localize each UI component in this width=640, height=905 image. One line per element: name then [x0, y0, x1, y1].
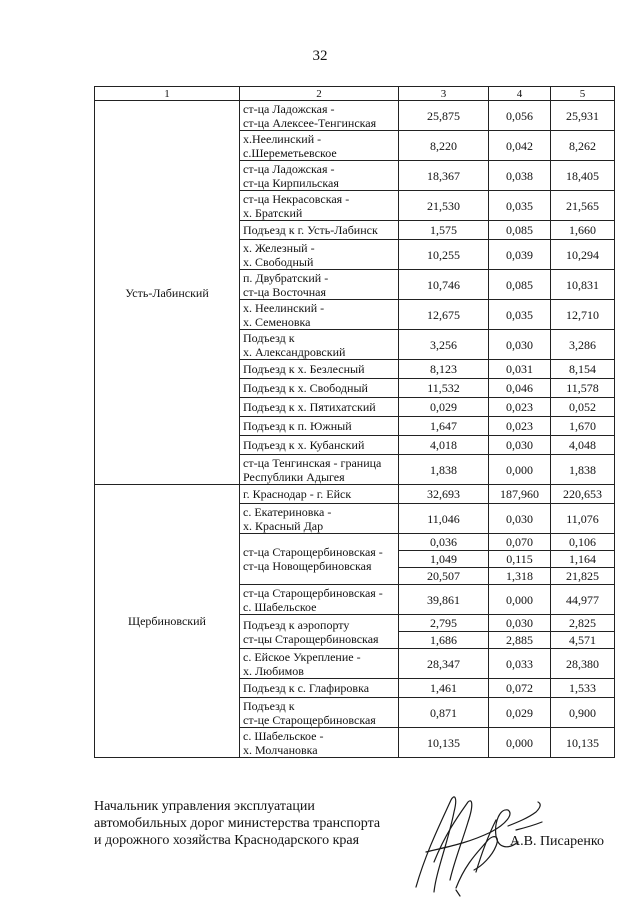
value-cell-c3: 11,532 — [399, 379, 489, 398]
value-cell-c4: 0,056 — [489, 101, 551, 131]
value-cell-c5: 21,565 — [551, 191, 615, 221]
road-name-line: ст-ца Старощербиновская - — [243, 585, 383, 600]
table-header-row — [95, 87, 615, 101]
road-name-cell — [240, 485, 399, 504]
road-name-cell — [240, 455, 399, 485]
road-name-cell — [240, 585, 399, 615]
position-line: Начальник управления эксплуатации — [94, 799, 315, 814]
road-name-line: х. Любимов — [243, 663, 304, 678]
value-cell-c5: 0,900 — [551, 698, 615, 728]
road-name-cell — [240, 398, 399, 417]
road-name-line: ст-цы Старощербиновская — [243, 631, 379, 646]
value-cell-c4: 0,085 — [489, 270, 551, 300]
road-name-cell — [240, 649, 399, 679]
road-name-line: х. Александровский — [243, 344, 346, 359]
district-cell: Щербиновский — [95, 485, 240, 758]
road-name-cell — [240, 417, 399, 436]
road-name-line: х. Братский — [243, 205, 303, 220]
value-cell-c3: 1,461 — [399, 679, 489, 698]
value-cell-c3: 10,135 — [399, 728, 489, 758]
value-cell-c4: 0,070 — [489, 534, 551, 551]
header-cell: 2 — [240, 87, 399, 101]
value-cell-c5: 0,106 — [551, 534, 615, 551]
value-cell-c4: 0,035 — [489, 191, 551, 221]
value-cell-c5: 1,164 — [551, 551, 615, 568]
value-cell-c4: 0,035 — [489, 300, 551, 330]
road-name-cell — [240, 131, 399, 161]
value-cell-c5: 10,831 — [551, 270, 615, 300]
value-cell-c5: 1,660 — [551, 221, 615, 240]
road-name-cell — [240, 534, 399, 585]
road-name-line: г. Краснодар - г. Ейск — [243, 487, 352, 501]
road-name-cell — [240, 240, 399, 270]
value-cell-c4: 187,960 — [489, 485, 551, 504]
value-cell-c5: 10,294 — [551, 240, 615, 270]
value-cell-c3: 1,838 — [399, 455, 489, 485]
value-cell-c4: 0,046 — [489, 379, 551, 398]
value-cell-c5: 8,262 — [551, 131, 615, 161]
value-cell-c5: 4,571 — [551, 632, 615, 649]
value-cell-c3: 1,686 — [399, 632, 489, 649]
road-name-cell — [240, 360, 399, 379]
value-cell-c5: 44,977 — [551, 585, 615, 615]
signatory-name: А.В. Писаренко — [510, 834, 604, 849]
road-name-cell — [240, 161, 399, 191]
road-name-line: Подъезд к г. Усть-Лабинск — [243, 223, 378, 237]
value-cell-c5: 2,825 — [551, 615, 615, 632]
value-cell-c4: 0,115 — [489, 551, 551, 568]
road-name-line: с.Шереметьевское — [243, 145, 337, 160]
value-cell-c3: 4,018 — [399, 436, 489, 455]
value-cell-c3: 0,029 — [399, 398, 489, 417]
road-name-line: ст-ца Новощербиновская — [243, 559, 372, 573]
value-cell-c5: 25,931 — [551, 101, 615, 131]
value-cell-c5: 0,052 — [551, 398, 615, 417]
value-cell-c5: 1,670 — [551, 417, 615, 436]
table-row — [95, 101, 615, 131]
value-cell-c4: 0,030 — [489, 615, 551, 632]
road-name-line: Республики Адыгея — [243, 469, 345, 484]
value-cell-c3: 1,575 — [399, 221, 489, 240]
value-cell-c3: 28,347 — [399, 649, 489, 679]
road-name-cell — [240, 679, 399, 698]
road-name-line: х. Семеновка — [243, 314, 311, 329]
header-cell: 1 — [95, 87, 240, 101]
value-cell-c4: 0,023 — [489, 398, 551, 417]
position-line: и дорожного хозяйства Краснодарского края — [94, 833, 360, 848]
road-name-line: Подъезд к п. Южный — [243, 419, 352, 433]
value-cell-c3: 21,530 — [399, 191, 489, 221]
road-name-line: х. Свободный — [243, 254, 314, 269]
road-name-line: Подъезд к с. Глафировка — [243, 681, 370, 695]
header-cell: 3 — [399, 87, 489, 101]
value-cell-c4: 0,042 — [489, 131, 551, 161]
value-cell-c3: 0,871 — [399, 698, 489, 728]
table-row — [95, 485, 615, 504]
value-cell-c4: 0,000 — [489, 585, 551, 615]
value-cell-c5: 4,048 — [551, 436, 615, 455]
road-name-cell — [240, 221, 399, 240]
road-name-line: х.Неелинский - — [243, 131, 322, 146]
value-cell-c3: 2,795 — [399, 615, 489, 632]
road-name-line: Подъезд к аэропорту — [243, 617, 350, 632]
value-cell-c5: 1,838 — [551, 455, 615, 485]
header-cell: 5 — [551, 87, 615, 101]
road-name-line: ст-ца Тенгинская - граница — [243, 455, 382, 470]
road-name-cell — [240, 436, 399, 455]
road-name-cell — [240, 101, 399, 131]
value-cell-c4: 0,039 — [489, 240, 551, 270]
value-cell-c3: 8,123 — [399, 360, 489, 379]
value-cell-c5: 8,154 — [551, 360, 615, 379]
road-name-line: х. Неелинский - — [243, 300, 325, 315]
road-name-line: Подъезд к — [243, 330, 295, 345]
road-name-line: с. Шабельское - — [243, 728, 324, 743]
value-cell-c4: 0,085 — [489, 221, 551, 240]
road-name-line: х. Молчановка — [243, 742, 318, 757]
value-cell-c3: 20,507 — [399, 568, 489, 585]
road-name-cell — [240, 728, 399, 758]
value-cell-c3: 39,861 — [399, 585, 489, 615]
roads-table-body — [95, 87, 615, 758]
road-name-cell — [240, 615, 399, 649]
value-cell-c4: 0,023 — [489, 417, 551, 436]
value-cell-c5: 3,286 — [551, 330, 615, 360]
road-name-line: ст-ца Некрасовская - — [243, 191, 350, 206]
road-name-line: ст-ца Старощербиновская - — [243, 545, 383, 559]
position-line: автомобильных дорог министерства транспорта — [94, 816, 381, 831]
road-name-line: п. Двубратский - — [243, 270, 329, 285]
road-name-cell — [240, 698, 399, 728]
value-cell-c3: 3,256 — [399, 330, 489, 360]
value-cell-c4: 0,030 — [489, 436, 551, 455]
road-name-line: ст-ца Ладожская - — [243, 101, 335, 116]
road-name-line: Подъезд к х. Свободный — [243, 381, 368, 395]
value-cell-c5: 220,653 — [551, 485, 615, 504]
road-name-cell — [240, 330, 399, 360]
value-cell-c5: 12,710 — [551, 300, 615, 330]
value-cell-c4: 0,038 — [489, 161, 551, 191]
value-cell-c3: 11,046 — [399, 504, 489, 534]
value-cell-c3: 18,367 — [399, 161, 489, 191]
value-cell-c4: 2,885 — [489, 632, 551, 649]
value-cell-c5: 28,380 — [551, 649, 615, 679]
value-cell-c4: 0,030 — [489, 330, 551, 360]
handwritten-signature — [396, 792, 546, 897]
value-cell-c3: 32,693 — [399, 485, 489, 504]
page-number: 32 — [312, 48, 328, 64]
road-name-cell — [240, 504, 399, 534]
road-name-line: ст-ца Восточная — [243, 284, 327, 299]
road-name-cell — [240, 270, 399, 300]
road-name-line: ст-ца Ладожская - — [243, 161, 335, 176]
value-cell-c5: 21,825 — [551, 568, 615, 585]
road-name-cell — [240, 191, 399, 221]
value-cell-c4: 1,318 — [489, 568, 551, 585]
road-name-line: с. Шабельское — [243, 599, 317, 614]
road-name-cell — [240, 300, 399, 330]
value-cell-c5: 11,578 — [551, 379, 615, 398]
district-cell: Усть-Лабинский — [95, 101, 240, 485]
value-cell-c4: 0,033 — [489, 649, 551, 679]
road-name-line: с. Ейское Укрепление - — [243, 649, 361, 664]
value-cell-c4: 0,029 — [489, 698, 551, 728]
road-name-line: ст-ца Кирпильская — [243, 175, 339, 190]
value-cell-c3: 1,647 — [399, 417, 489, 436]
value-cell-c3: 10,746 — [399, 270, 489, 300]
value-cell-c5: 10,135 — [551, 728, 615, 758]
road-name-line: Подъезд к х. Пятихатский — [243, 400, 376, 414]
roads-table — [94, 86, 615, 758]
value-cell-c4: 0,072 — [489, 679, 551, 698]
signature-block — [94, 798, 380, 849]
value-cell-c5: 11,076 — [551, 504, 615, 534]
value-cell-c4: 0,030 — [489, 504, 551, 534]
value-cell-c3: 25,875 — [399, 101, 489, 131]
header-cell: 4 — [489, 87, 551, 101]
road-name-line: Подъезд к х. Кубанский — [243, 438, 365, 452]
road-name-line: х. Красный Дар — [243, 518, 324, 533]
value-cell-c3: 8,220 — [399, 131, 489, 161]
road-name-line: Подъезд к х. Безлесный — [243, 362, 365, 376]
value-cell-c5: 1,533 — [551, 679, 615, 698]
value-cell-c3: 1,049 — [399, 551, 489, 568]
road-name-cell — [240, 379, 399, 398]
value-cell-c4: 0,031 — [489, 360, 551, 379]
value-cell-c4: 0,000 — [489, 728, 551, 758]
value-cell-c3: 0,036 — [399, 534, 489, 551]
value-cell-c4: 0,000 — [489, 455, 551, 485]
road-name-line: ст-ца Алексее-Тенгинская — [243, 115, 377, 130]
value-cell-c5: 18,405 — [551, 161, 615, 191]
road-name-line: х. Железный - — [243, 240, 315, 255]
value-cell-c3: 12,675 — [399, 300, 489, 330]
road-name-line: с. Екатериновка - — [243, 504, 332, 519]
road-name-line: ст-це Старощербиновская — [243, 712, 376, 727]
road-name-line: Подъезд к — [243, 698, 295, 713]
value-cell-c3: 10,255 — [399, 240, 489, 270]
